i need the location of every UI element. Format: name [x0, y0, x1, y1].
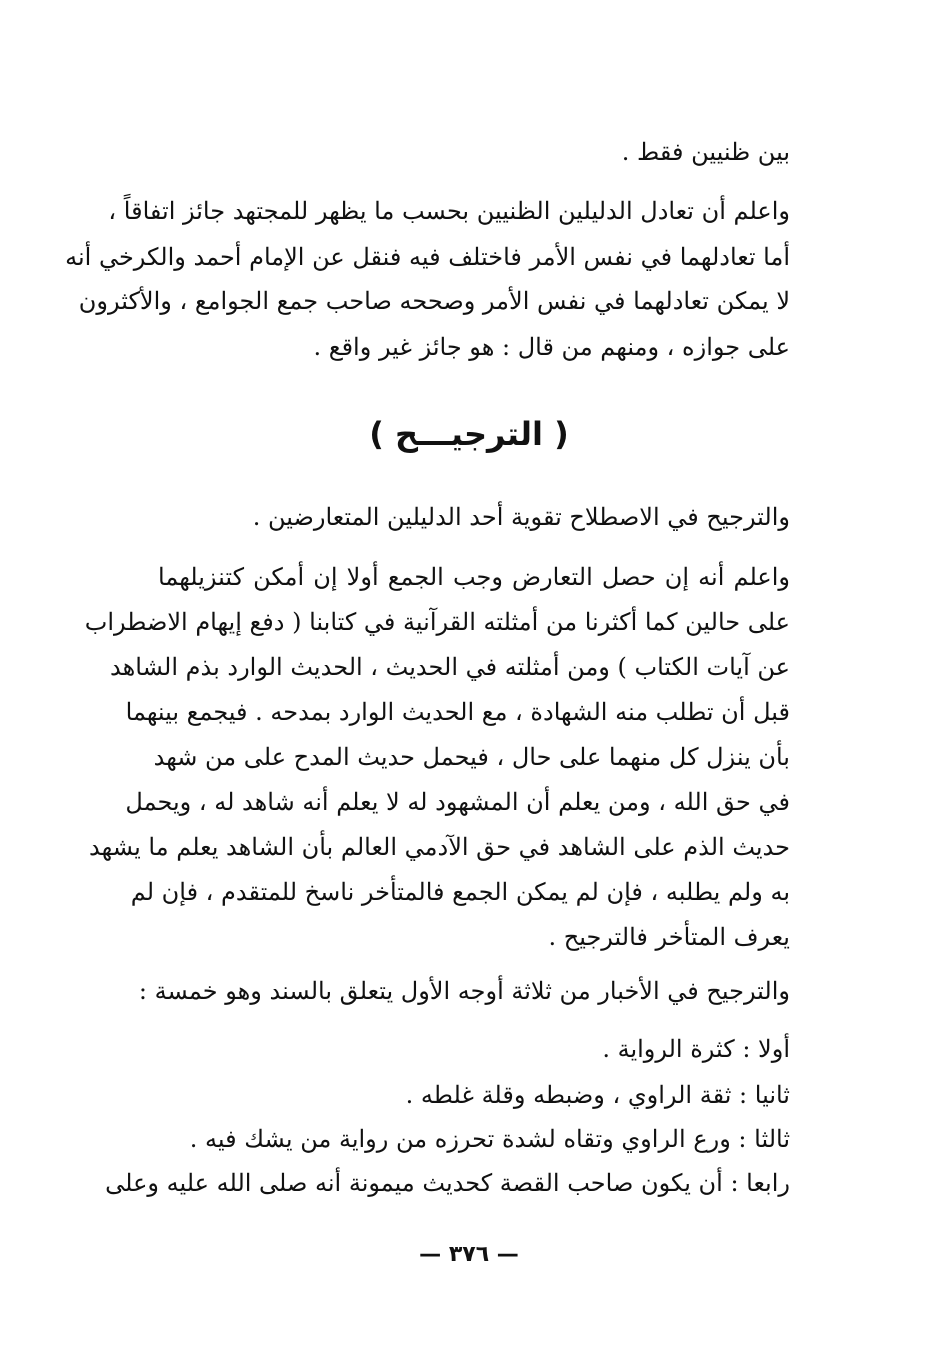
list-item: ثانيا : ثقة الراوي ، وضبطه وقلة غلطه .: [405, 1081, 790, 1109]
text-line: قبل أن تطلب منه الشهادة ، مع الحديث الوارد بمدحه . فيجمع بينهما: [125, 698, 790, 726]
list-item: أولا : كثرة الرواية .: [602, 1035, 790, 1063]
text-line: على جوازه ، ومنهم من قال : هو جائز غير واقع .: [313, 333, 790, 361]
text-line: واعلم أنه إن حصل التعارض وجب الجمع أولا إن أمكن كتنزيلهما: [158, 563, 790, 591]
page-number: — ٣٧٦ —: [419, 1242, 519, 1267]
text-line: حديث الذم على الشاهد في حق الآدمي العالم بأن الشاهد يعلم ما يشهد: [89, 833, 790, 861]
text-line: أما تعادلهما في نفس الأمر فاختلف فيه فنقل عن الإمام أحمد والكرخي أنه: [65, 243, 790, 271]
text-line: والترجيح في الاصطلاح تقوية أحد الدليلين المتعارضين .: [252, 503, 790, 531]
text-line: على حالين كما أكثرنا من أمثلته القرآنية في كتابنا ( دفع إيهام الاضطراب: [84, 608, 790, 636]
text-line: عن آيات الكتاب ) ومن أمثلته في الحديث ، الحديث الوارد بذم الشاهد: [110, 653, 790, 681]
text-line: واعلم أن تعادل الدليلين الظنيين بحسب ما يظهر للمجتهد جائز اتفاقاً ،: [108, 197, 790, 225]
list-item: ثالثا : ورع الراوي وتقاه لشدة تحرزه من رواية من يشك فيه .: [189, 1125, 790, 1153]
text-line: والترجيح في الأخبار من ثلاثة أوجه الأول يتعلق بالسند وهو خمسة :: [138, 977, 790, 1005]
text-line: بأن ينزل كل منهما على حال ، فيحمل حديث المدح على من شهد: [153, 743, 790, 771]
text-line: في حق الله ، ومن يعلم أن المشهود له لا يعلم أنه شاهد له ، ويحمل: [125, 788, 790, 816]
text-line: به ولم يطلبه ، فإن لم يمكن الجمع فالمتأخر ناسخ للمتقدم ، فإن لم: [130, 878, 790, 906]
text-line: يعرف المتأخر فالترجيح .: [548, 923, 790, 951]
text-line: لا يمكن تعادلهما في نفس الأمر وصححه صاحب جمع الجوامع ، والأكثرون: [78, 287, 790, 315]
section-heading: ( الترجيـــح ): [369, 415, 569, 453]
text-line: بين ظنيين فقط .: [621, 138, 790, 166]
list-item: رابعا : أن يكون صاحب القصة كحديث ميمونة أنه صلى الله عليه وعلى: [105, 1169, 790, 1197]
